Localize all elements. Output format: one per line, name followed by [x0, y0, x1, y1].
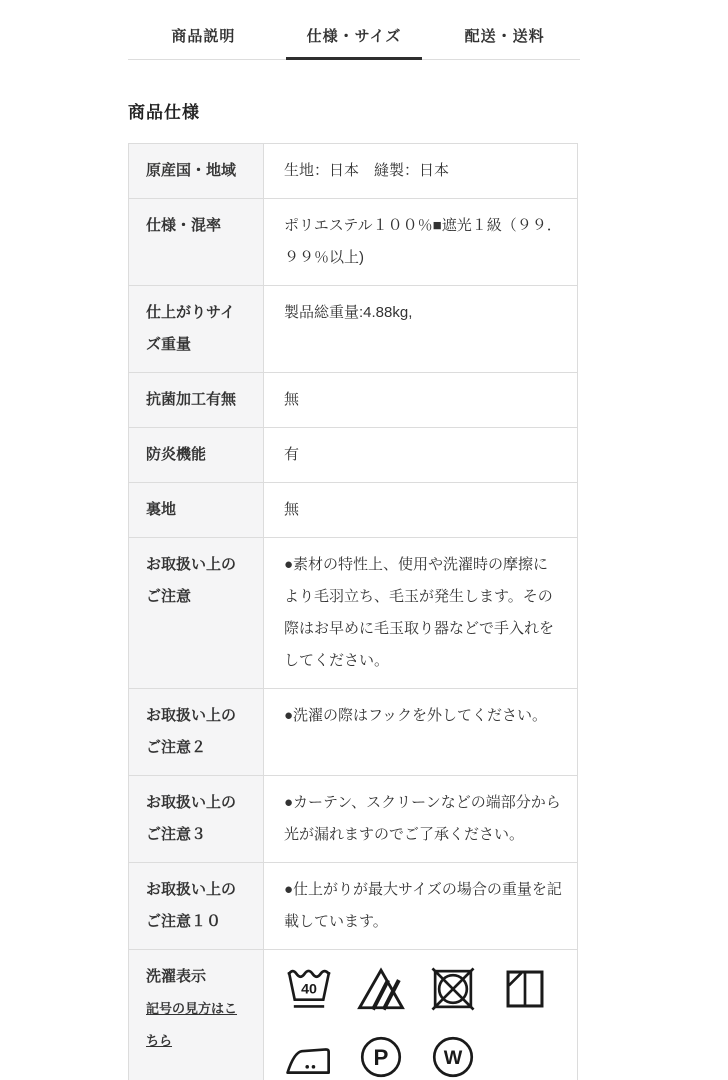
care-symbols-group: [284, 961, 564, 1080]
svg-text:W: W: [443, 1047, 463, 1070]
spec-row-label: 抗菌加工有無: [129, 373, 264, 428]
table-row: [129, 689, 578, 776]
care-symbols-cell: [264, 950, 578, 1080]
tab-spec-size[interactable]: 仕様・サイズ: [279, 21, 430, 59]
table-row: [129, 483, 578, 538]
spec-row-label: お取扱い上のご注意３: [129, 776, 264, 863]
tab-shipping-fee[interactable]: 配送・送料: [464, 28, 545, 45]
spec-row-label: [129, 950, 264, 1080]
table-row: [129, 538, 578, 689]
spec-row-label: お取扱い上のご注意１０: [129, 863, 264, 950]
spec-row-value: 有: [264, 428, 578, 483]
dry-clean-p-icon: [356, 1031, 406, 1080]
spec-row-label: 防炎機能: [129, 428, 264, 483]
spec-row-label: 仕上がりサイズ重量: [129, 286, 264, 373]
spec-row-value: ●カーテン、スクリーンなどの端部分から光が漏れますのでご了承ください。: [264, 776, 578, 863]
table-row: [129, 863, 578, 950]
tab-product-description[interactable]: 商品説明: [171, 28, 236, 45]
spec-row-value: ●仕上がりが最大サイズの場合の重量を記載しています。: [264, 863, 578, 950]
spec-row-label: お取扱い上のご注意: [129, 538, 264, 689]
table-row: [129, 428, 578, 483]
spec-row-label: 仕様・混率: [129, 199, 264, 286]
spec-row-label: 原産国・地域: [129, 144, 264, 199]
table-row: [129, 286, 578, 373]
svg-text:P: P: [373, 1045, 389, 1071]
wash-temp-label: 40: [301, 981, 317, 998]
spec-table: [128, 143, 578, 1080]
care-label: 洗濯表示: [146, 968, 207, 985]
spec-row-value: 製品総重量:4.88kg,: [264, 286, 578, 373]
wet-clean-w-icon: [428, 1031, 478, 1080]
table-row: [129, 776, 578, 863]
spec-row-label: 裏地: [129, 483, 264, 538]
tab-bar: [128, 21, 580, 60]
spec-row-value: ●洗濯の際はフックを外してください。: [264, 689, 578, 776]
wash-40-gentle-icon: [284, 963, 334, 1015]
care-symbols-help-link[interactable]: 記号の見方はこちら: [146, 1001, 238, 1048]
spec-row-value: 生地：日本 縫製：日本: [264, 144, 578, 199]
spec-row-label: お取扱い上のご注意２: [129, 689, 264, 776]
spec-row-value: ポリエステル１００％■遮光１級（９９．９９％以上): [264, 199, 578, 286]
bleach-non-chlorine-icon: [356, 963, 406, 1015]
iron-medium-2-dots-icon: [284, 1031, 334, 1080]
line-dry-in-shade-icon: [500, 963, 550, 1015]
table-row-care-symbols: [129, 950, 578, 1080]
page-title: 商品仕様: [128, 103, 200, 122]
spec-row-value: 無: [264, 373, 578, 428]
table-row: [129, 144, 578, 199]
spec-row-value: ●素材の特性上、使用や洗濯時の摩擦により毛羽立ち、毛玉が発生します。その際はお早めに毛玉取り器などで手入れをしてください。: [264, 538, 578, 689]
spec-row-value: 無: [264, 483, 578, 538]
table-row: [129, 373, 578, 428]
do-not-tumble-dry-icon: [428, 963, 478, 1015]
table-row: [129, 199, 578, 286]
